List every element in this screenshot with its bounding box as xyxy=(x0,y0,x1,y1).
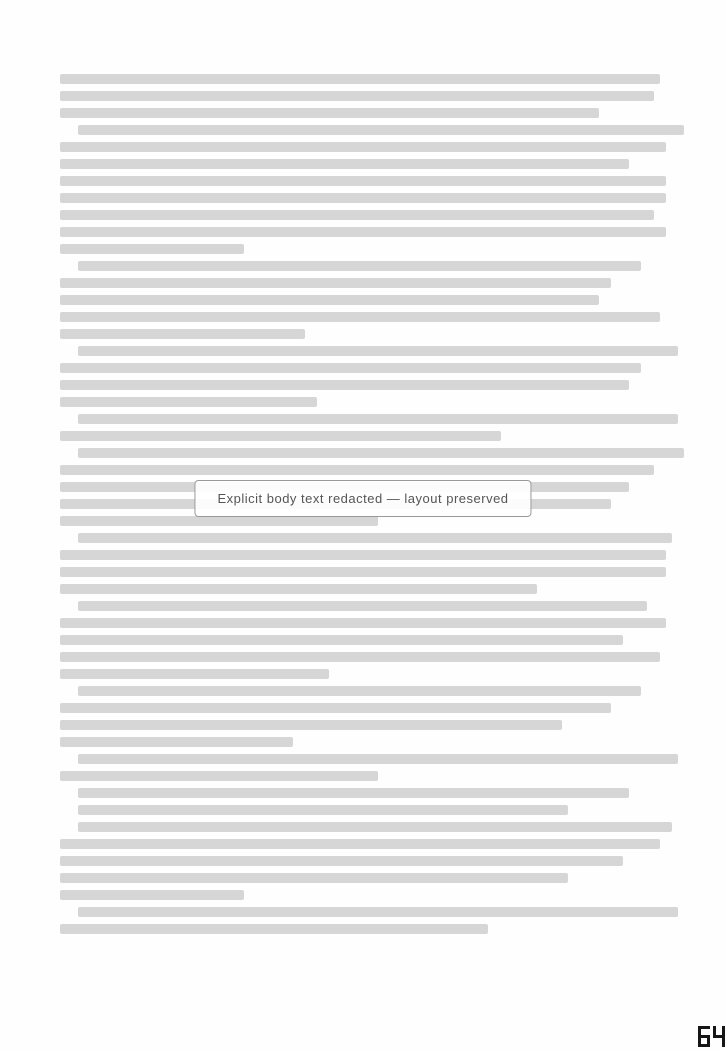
page-number-digit xyxy=(713,1026,725,1047)
redacted-line xyxy=(60,873,568,883)
redacted-line xyxy=(78,788,629,798)
redacted-line xyxy=(60,159,629,169)
redacted-line xyxy=(78,346,678,356)
redacted-line xyxy=(60,567,666,577)
redacted-line xyxy=(78,907,678,917)
redacted-line xyxy=(60,363,641,373)
paragraph xyxy=(60,601,672,679)
redacted-line xyxy=(60,227,666,237)
paragraph xyxy=(60,125,672,254)
redacted-line xyxy=(78,822,672,832)
paragraph xyxy=(60,74,672,118)
redacted-line xyxy=(60,856,623,866)
redacted-line xyxy=(60,465,654,475)
redacted-line xyxy=(60,329,305,339)
redacted-line xyxy=(78,601,647,611)
redacted-line xyxy=(78,805,568,815)
redacted-line xyxy=(60,584,537,594)
redacted-line xyxy=(78,686,641,696)
redacted-line xyxy=(60,771,378,781)
redacted-line xyxy=(60,839,660,849)
redacted-line xyxy=(60,193,666,203)
redacted-line xyxy=(60,244,244,254)
page-number xyxy=(698,1026,725,1047)
paragraph xyxy=(60,907,672,934)
redacted-line xyxy=(78,533,672,543)
redacted-line xyxy=(60,618,666,628)
redacted-line xyxy=(60,635,623,645)
redacted-line xyxy=(60,720,562,730)
redacted-line xyxy=(60,550,666,560)
redacted-line xyxy=(60,737,293,747)
redacted-line xyxy=(78,754,678,764)
redacted-line xyxy=(60,890,244,900)
redacted-line xyxy=(60,652,660,662)
redacted-line xyxy=(60,703,611,713)
redacted-line xyxy=(60,924,488,934)
redacted-line xyxy=(60,108,599,118)
redacted-line xyxy=(60,142,666,152)
redacted-line xyxy=(60,431,501,441)
redacted-line xyxy=(60,210,654,220)
redacted-line xyxy=(78,448,684,458)
redacted-line xyxy=(60,295,599,305)
redacted-line xyxy=(60,278,611,288)
redacted-line xyxy=(60,397,317,407)
paragraph xyxy=(60,754,672,781)
paragraph xyxy=(60,822,672,900)
paragraph xyxy=(60,686,672,747)
redacted-line xyxy=(60,176,666,186)
redacted-line xyxy=(60,516,378,526)
paragraph xyxy=(60,346,672,407)
redacted-line xyxy=(60,669,329,679)
redacted-line xyxy=(78,261,641,271)
redacted-line xyxy=(60,380,629,390)
redacted-line xyxy=(60,312,660,322)
redacted-line xyxy=(60,91,654,101)
paragraph xyxy=(60,533,672,594)
paragraph xyxy=(60,805,672,815)
redaction-notice: Explicit body text redacted — layout preserved xyxy=(194,480,531,517)
redacted-line xyxy=(60,74,660,84)
paragraph xyxy=(60,788,672,798)
redacted-line xyxy=(78,125,684,135)
paragraph xyxy=(60,261,672,339)
paragraph xyxy=(60,414,672,441)
redacted-line xyxy=(78,414,678,424)
page-number-digit xyxy=(698,1026,710,1047)
